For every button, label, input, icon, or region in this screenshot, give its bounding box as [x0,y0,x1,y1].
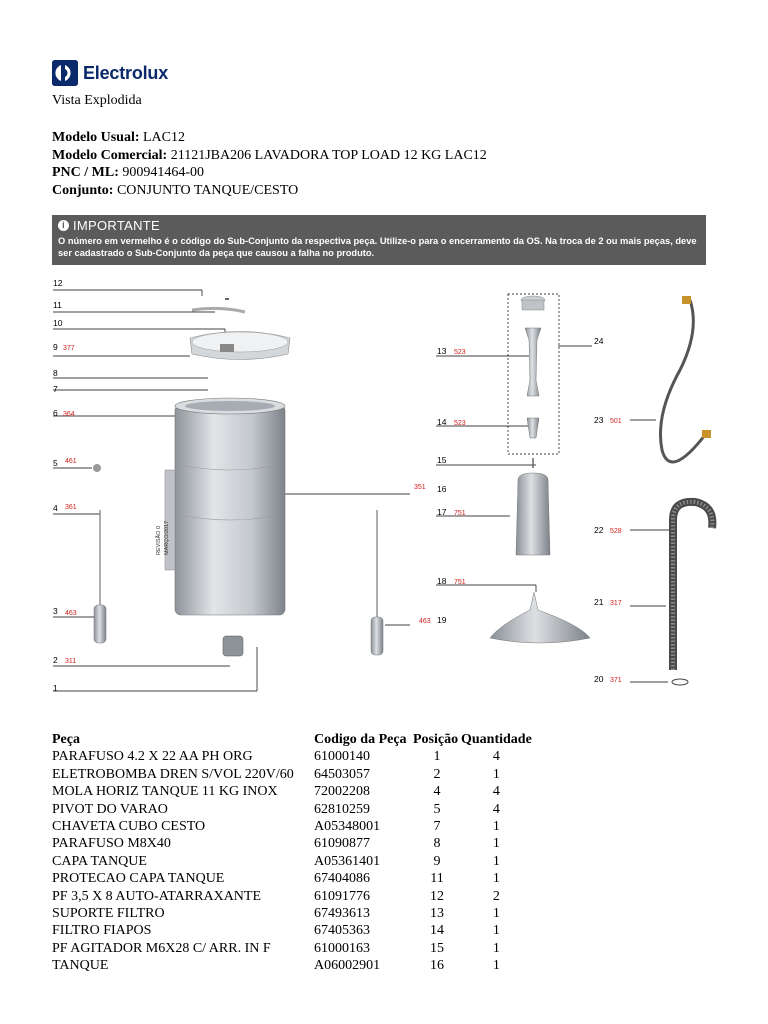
part-name: PIVOT DO VARAO [52,801,168,817]
info-icon: i [58,220,69,231]
exploded-view-diagram [40,270,730,700]
svg-text:528: 528 [610,528,622,535]
part-code: 67493613 [314,906,370,922]
modelo-comercial-value: 21121JBA206 LAVADORA TOP LOAD 12 KG LAC12 [170,147,487,163]
svg-text:11: 11 [53,300,62,310]
part-code: 64503057 [314,766,370,782]
table-header-row [52,731,532,748]
part-name: CAPA TANQUE [52,853,147,869]
part-name: ELETROBOMBA DREN S/VOL 220V/60 [52,766,294,782]
part-code: A05348001 [314,819,381,835]
table-row [52,748,532,765]
part-name: CHAVETA CUBO CESTO [52,819,206,835]
part-position: 16 [430,958,444,974]
part-code: A06002901 [314,958,381,974]
svg-text:22: 22 [594,525,604,535]
part-name: MOLA HORIZ TANQUE 11 KG INOX [52,784,278,800]
table-row [52,888,532,905]
part-code: 61000163 [314,940,370,956]
svg-text:24: 24 [594,336,604,346]
conjunto-value: CONJUNTO TANQUE/CESTO [116,182,299,198]
part-position: 2 [433,766,441,782]
conjunto-label: Conjunto: [52,182,114,198]
svg-text:8: 8 [53,368,58,378]
part-code: 72002208 [314,784,370,800]
part-position: 5 [433,801,441,817]
table-row [52,801,532,818]
part-quantity: 1 [492,923,500,939]
svg-text:751: 751 [454,579,466,586]
table-row [52,940,532,957]
header-peca: Peça [52,732,80,747]
svg-text:463: 463 [419,618,431,625]
svg-text:361: 361 [65,504,77,511]
part-code: 62810259 [314,801,370,817]
svg-text:501: 501 [610,418,622,425]
electrolux-logo-icon [52,60,78,86]
parts-table [52,731,532,975]
part-position: 4 [433,784,441,800]
svg-text:311: 311 [65,658,77,665]
part-name: SUPORTE FILTRO [52,906,165,922]
brand-name: Electrolux [83,62,169,83]
table-row [52,783,532,800]
part-code: 67404086 [314,871,370,887]
part-quantity: 1 [492,836,500,852]
part-name: TANQUE [52,958,109,974]
important-banner [52,215,706,265]
part-name: PROTECAO CAPA TANQUE [52,871,225,887]
svg-text:18: 18 [437,576,447,586]
part-position: 13 [430,906,444,922]
svg-text:10: 10 [53,318,63,328]
part-position: 11 [430,871,444,887]
part-position: 9 [433,853,441,869]
pnc-value: 900941464-00 [122,165,205,180]
table-row [52,766,532,783]
modelo-comercial-label: Modelo Comercial: [52,147,168,163]
part-position: 1 [433,749,441,765]
modelo-usual-value: LAC12 [143,130,185,145]
part-quantity: 1 [492,819,500,835]
banner-title: IMPORTANTE [73,218,161,233]
page-subtitle: Vista Explodida [52,93,142,108]
modelo-usual-row [52,129,487,147]
header-posicao: Posição [413,732,459,747]
part-quantity: 1 [492,853,500,869]
svg-text:6: 6 [53,408,58,418]
header-codigo: Codigo da Peça [314,732,407,747]
part-code: 61090877 [314,836,370,852]
part-position: 14 [430,923,444,939]
part-quantity: 1 [492,871,500,887]
svg-text:21: 21 [594,597,604,607]
svg-text:3: 3 [53,606,58,616]
svg-text:317: 317 [610,600,622,607]
part-code: A05361401 [314,853,381,869]
part-quantity: 4 [492,801,500,817]
svg-text:9: 9 [53,342,58,352]
part-code: 61000140 [314,749,370,765]
table-row [52,922,532,939]
part-name: PF 3,5 X 8 AUTO-ATARRAXANTE [52,888,262,904]
part-quantity: 4 [492,749,500,765]
part-quantity: 4 [492,784,500,800]
modelo-comercial-row [52,147,487,165]
svg-text:1: 1 [53,683,58,693]
svg-text:16: 16 [437,484,447,494]
svg-text:20: 20 [594,674,604,684]
svg-text:523: 523 [454,349,466,356]
pnc-row [52,164,487,182]
electrolux-logo [52,60,168,86]
svg-text:463: 463 [65,610,77,617]
part-code: 61091776 [314,888,370,904]
modelo-usual-label: Modelo Usual: [52,130,140,145]
table-row [52,870,532,887]
svg-text:5: 5 [53,458,58,468]
revision-date: MARÇO/2017 [164,520,170,555]
part-name: PARAFUSO M8X40 [52,836,171,852]
part-quantity: 2 [492,888,500,904]
part-position: 15 [430,940,444,956]
pnc-label: PNC / ML: [52,165,119,180]
svg-text:15: 15 [437,455,447,465]
part-code: 67405363 [314,923,370,939]
table-row [52,957,532,974]
svg-text:13: 13 [437,346,447,356]
table-row [52,835,532,852]
table-row [52,905,532,922]
banner-heading [58,218,160,233]
conjunto-row [52,182,487,200]
part-name: FILTRO FIAPOS [52,923,152,939]
part-quantity: 1 [492,940,500,956]
model-info [52,129,487,199]
svg-text:371: 371 [610,677,622,684]
svg-text:23: 23 [594,415,604,425]
svg-text:7: 7 [53,384,58,394]
part-quantity: 1 [492,958,500,974]
revision-label: REVISÃO 0 [156,525,162,555]
table-row [52,818,532,835]
part-position: 12 [430,888,444,904]
svg-text:4: 4 [53,503,58,513]
header-quantidade: Quantidade [461,732,532,747]
svg-text:461: 461 [65,458,77,465]
part-name: PF AGITADOR M6X28 C/ ARR. IN F [52,940,271,956]
svg-text:19: 19 [437,615,447,625]
part-position: 8 [433,836,441,852]
svg-text:364: 364 [63,411,75,418]
part-position: 7 [433,819,441,835]
svg-text:523: 523 [454,420,466,427]
table-row [52,853,532,870]
svg-text:12: 12 [53,278,63,288]
svg-text:751: 751 [454,510,466,517]
part-quantity: 1 [492,766,500,782]
part-quantity: 1 [492,906,500,922]
part-name: PARAFUSO 4.2 X 22 AA PH ORG [52,749,253,765]
svg-text:17: 17 [437,507,447,517]
svg-text:377: 377 [63,345,75,352]
svg-text:351: 351 [414,484,426,491]
svg-text:2: 2 [53,655,58,665]
banner-text: O número em vermelho é o código do Sub-Conjunto da respectiva peça. Utilize-o para o encerramento da OS. Na troca de 2 ou mais peças, deve ser cadastrado o Sub-Conjunto da peça que causou a falha no produto. [58,236,697,258]
svg-text:14: 14 [437,417,447,427]
